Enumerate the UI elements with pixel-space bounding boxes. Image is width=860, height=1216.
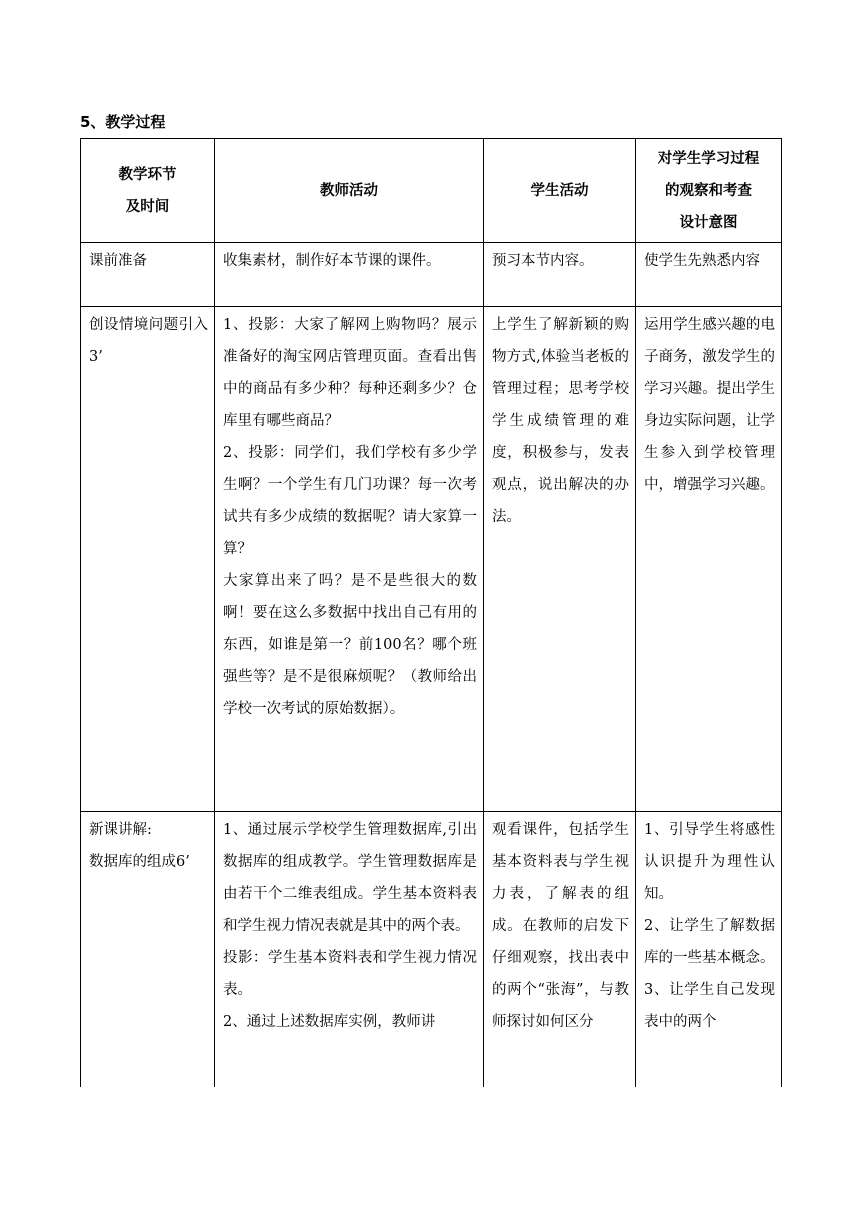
cell-text: 1、引导学生将感性认识提升为理性认知。 <box>644 822 775 902</box>
cell-text: 数据库的组成6’ <box>89 854 190 870</box>
cell-text: 创设情境问题引入3’ <box>89 317 208 365</box>
cell-purpose <box>636 243 782 307</box>
cell-text: 2、让学生了解数据库的一些基本概念。 <box>644 918 775 966</box>
table-row <box>81 243 782 307</box>
cell-teacher <box>215 812 484 1087</box>
cell-student <box>484 243 636 307</box>
cell-text: 大家算出来了吗？是不是些很大的数啊！要在这么多数据中找出自己有用的东西，如谁是第一？前100名？哪个班强些等？是不是很麻烦呢？（教师给出学校一次考试的原始数据）。 <box>223 573 477 717</box>
cell-text: 3、让学生自己发现表中的两个 <box>644 982 775 1030</box>
cell-stage <box>81 307 215 812</box>
cell-text: 1、通过展示学校学生管理数据库,引出数据库的组成教学。学生管理数据库是由若干个二维表组成。学生基本资料表和学生视力情况表就是其中的两个表。 <box>223 822 477 934</box>
header-stage-line: 教学环节 <box>118 166 177 183</box>
cell-text: 收集素材，制作好本节课的课件。 <box>223 253 441 269</box>
header-purpose-line: 设计意图 <box>679 214 738 231</box>
cell-text: 观看课件，包括学生基本资料表与学生视力表，了解表的组成。在教师的启发下仔细观察，找出表中的两个“张海”，与教师探讨如何区分 <box>492 822 629 1030</box>
cell-text: 新课讲解: <box>89 822 152 838</box>
cell-text: 上学生了解新颖的购物方式,体验当老板的管理过程；思考学校学生成绩管理的难度，积极参与，发表观点，说出解决的办法。 <box>492 317 629 525</box>
cell-text: 2、通过上述数据库实例，教师讲 <box>223 1014 436 1030</box>
cell-text: 预习本节内容。 <box>492 253 594 269</box>
cell-text: 投影：学生基本资料表和学生视力情况表。 <box>223 950 477 998</box>
cell-purpose <box>636 812 782 1087</box>
cell-text: 1、投影：大家了解网上购物吗？展示准备好的淘宝网店管理页面。查看出售中的商品有多少种？每种还剩多少？仓库里有哪些商品？ <box>223 317 477 429</box>
header-student: 学生活动 <box>484 139 636 243</box>
header-stage-line: 及时间 <box>125 198 170 215</box>
cell-teacher <box>215 307 484 812</box>
table-header-row <box>81 139 782 243</box>
cell-text: 运用学生感兴趣的电子商务，激发学生的学习兴趣。提出学生身边实际问题，让学生参入到学校管理中，增强学习兴趣。 <box>644 317 775 493</box>
header-teacher: 教师活动 <box>215 139 484 243</box>
table-row <box>81 812 782 1087</box>
table-row <box>81 307 782 812</box>
cell-student <box>484 307 636 812</box>
header-stage <box>81 139 215 243</box>
cell-stage <box>81 812 215 1087</box>
cell-stage <box>81 243 215 307</box>
section-title: 5、教学过程 <box>80 113 166 131</box>
cell-text: 2、投影：同学们，我们学校有多少学生啊？一个学生有几门功课？每一次考试共有多少成绩的数据呢？请大家算一算？ <box>223 445 477 557</box>
header-purpose <box>636 139 782 243</box>
teaching-process-table <box>80 138 782 1087</box>
header-purpose-line: 对学生学习过程 <box>657 150 760 167</box>
header-purpose-line: 的观察和考查 <box>665 182 752 199</box>
cell-student <box>484 812 636 1087</box>
cell-teacher <box>215 243 484 307</box>
cell-purpose <box>636 307 782 812</box>
cell-text: 使学生先熟悉内容 <box>644 253 760 269</box>
cell-text: 课前准备 <box>89 253 147 269</box>
